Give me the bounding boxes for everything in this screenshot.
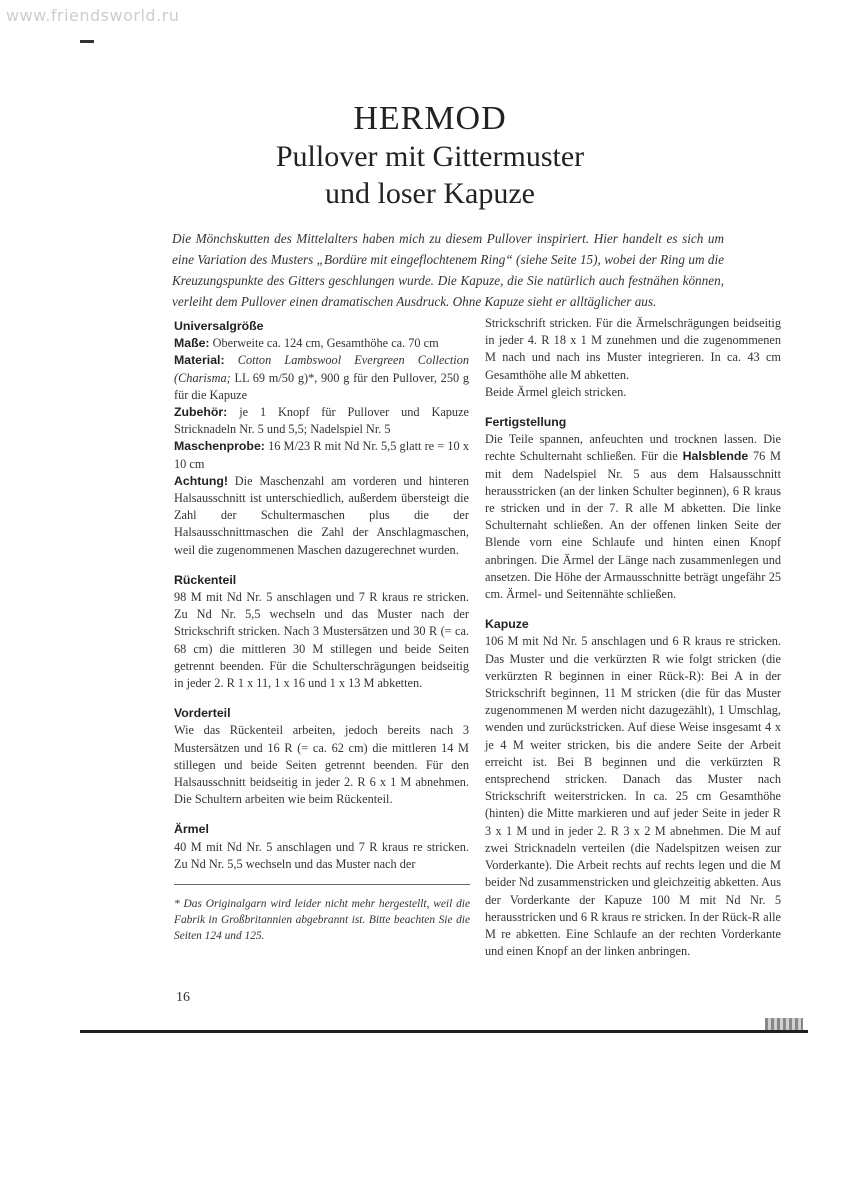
achtung-label: Achtung!	[174, 473, 228, 488]
zubehoer-text: je 1 Knopf für Pullover und Kapuze Stricknadeln Nr. 5 und 5,5; Nadelspiel Nr. 5	[174, 405, 469, 437]
fertig-heading: Fertigstellung	[485, 415, 567, 430]
aermel-cont-text: Strickschrift stricken. Für die Ärmelschrägungen beidseitig in jeder 4. R 18 x 1 M zunehmen und die zugenommenen M nach und nach ins Muster integrieren. In ca. 43 cm Gesamthöhe alle M abketten.	[485, 316, 781, 382]
title-line-2: Pullover mit Gittermuster	[275, 140, 585, 173]
zubehoer-line	[174, 404, 469, 438]
material-text: LL 69 m/50 g)*, 900 g für den Pullover, 250 g für die Kapuze	[174, 370, 469, 402]
achtung-text: Die Maschenzahl am vorderen und hinteren Halsausschnitt ist unterschiedlich, außerdem übersteigt die Zahl der Schultermaschen plus die der Halsausschnittmaschen die Zahl der Anschlagmaschen, weil die zugenommenen Maschen dazugerechnet wurden.	[174, 473, 469, 557]
aermel-cont-text-2: Beide Ärmel gleich stricken.	[485, 384, 627, 399]
masse-label: Maße:	[174, 336, 210, 351]
probe-line	[174, 438, 469, 472]
size-heading: Universalgröße	[174, 319, 264, 333]
material-line	[174, 352, 469, 404]
kapuze-heading: Kapuze	[485, 617, 529, 632]
watermark-text: www.friendsworld.ru	[6, 6, 180, 25]
masse-line	[174, 335, 469, 352]
vorder-text: Wie das Rückenteil arbeiten, jedoch bereits nach 3 Mustersätzen und 16 R (= ca. 62 cm) die mittleren 14 M stillegen und beide Seiten getrennt beenden. Für den Halsausschnitt beidseitig in jeder 2. R 6 x 1 M abnehmen. Die Schultern arbeiten wie beim Rückenteil.	[174, 723, 469, 807]
masse-text: Oberweite ca. 124 cm, Gesamthöhe ca. 70 cm	[212, 336, 439, 351]
vorder-heading: Vorderteil	[174, 706, 231, 721]
halsblende-label: Halsblende	[682, 449, 749, 464]
kapuze-text: 106 M mit Nd Nr. 5 anschlagen und 6 R kraus re stricken. Das Muster und die verkürzten R wie folgt stricken (die verkürzten R beginnen in einer Rück-R): Bei A in der Strickschrift beginnen, 11 M stricken (die für das Muster zugenommenen M werden nicht dazugezählt), 1 Umschlag, wenden und zurückstricken. Auf diese Weise insgesamt 4 x je 4 M weiter stricken, bis die andere Seite der Arbeit erreicht ist. Bei B beginnen und die verkürzten R entsprechend stricken. Danach das Muster nach Strickschrift weiterstricken. In ca. 25 cm Gesamthöhe (hinten) die Mitte markieren und auf jeder Seite in jeder R 3 x 1 M und in jeder 2. R 3 x 2 M abnehmen. Die M auf zwei Stricknadeln verteilen (die Nadelspitzen weisen zur Vorderkante). Die Arbeit rechts auf rechts legen und die M beider Nd zusammenstricken und gleichzeitig abketten. Aus der Vorderkante der Kapuze 100 M mit Nd Nr. 5 herausstricken und 6 R kraus re stricken. In der Rück-R alle M re abketten. Eine Schlaufe an der rechten Vorderkante und einen Knopf an der linken anbringen.	[485, 634, 781, 959]
footnote: * Das Originalgarn wird leider nicht mehr hergestellt, weil die Fabrik in Großbritannien abgebrannt ist. Bitte beachten Sie die Seiten 124 und 125.	[174, 898, 470, 942]
page-bottom-rule	[80, 1030, 808, 1033]
ruecken-heading: Rückenteil	[174, 572, 237, 587]
aermel-heading: Ärmel	[174, 822, 209, 837]
material-label: Material:	[174, 353, 225, 368]
right-column	[485, 315, 781, 960]
fertig-text-2: 76 M mit dem Nadelspiel Nr. 5 aus dem Halsausschnitt herausstricken (an der linken Schulter beginnen), 6 R kraus re stricken und in der 7. R alle M abketten. Die linke Schulternaht schließen. An der offenen linken Seite der Blende vorn eine Schlaufe und hinten einen Knopf anbringen. Die Ärmel der Länge nach zusammenlegen und ansetzen. Die Höhe der Armausschnitte beträgt ungefähr 25 cm. Ärmel- und Seitennähte schließen.	[485, 449, 781, 602]
aermel-text: 40 M mit Nd Nr. 5 anschlagen und 7 R kraus re stricken. Zu Nd Nr. 5,5 wechseln und das Muster nach der	[174, 839, 469, 871]
material-yarn: Cotton Lambswool Evergreen Collection (Charisma;	[174, 353, 469, 385]
scan-edge-mark	[765, 1018, 803, 1030]
fertig-text-1: Die Teile spannen, anfeuchten und trocknen lassen. Die rechte Schulternaht schließen. Für die	[485, 432, 781, 464]
probe-label: Maschenprobe:	[174, 439, 265, 454]
corner-mark	[80, 40, 94, 43]
ruecken-text: 98 M mit Nd Nr. 5 anschlagen und 7 R kraus re stricken. Zu Nd Nr. 5,5 wechseln und das Muster nach der Strickschrift stricken. Nach 3 Mustersätzen und 30 R (= ca. 68 cm) die mittleren 30 M stillegen und beide Seiten getrennt beenden. Für die Schulterschrägungen beidseitig in jeder 2. R 1 x 11, 1 x 16 und 1 x 13 M abketten.	[174, 590, 469, 691]
title-block	[150, 100, 710, 212]
achtung-line	[174, 473, 469, 559]
title-line-3: und loser Kapuze	[325, 177, 535, 210]
page-number: 16	[176, 990, 190, 1005]
intro-paragraph: Die Mönchskutten des Mittelalters haben mich zu diesem Pullover inspiriert. Hier handelt es sich um eine Variation des Musters „Bordüre mit eingeflochtenem Ring“ (siehe Seite 15), wobei der Ring um die Kreuzungspunkte des Gitters geschlungen wurde. Die Kapuze, die Sie natürlich auch festnähen können, verleiht dem Pullover einen dramatischen Ausdruck. Ohne Kapuze sieht er alltäglicher aus.	[172, 231, 724, 309]
left-column	[174, 318, 469, 873]
footnote-divider	[174, 884, 470, 885]
zubehoer-label: Zubehör:	[174, 405, 228, 420]
fertig-text	[485, 431, 781, 603]
pattern-name: HERMOD	[353, 100, 507, 137]
probe-text: 16 M/23 R mit Nd Nr. 5,5 glatt re = 10 x 10 cm	[174, 439, 469, 471]
